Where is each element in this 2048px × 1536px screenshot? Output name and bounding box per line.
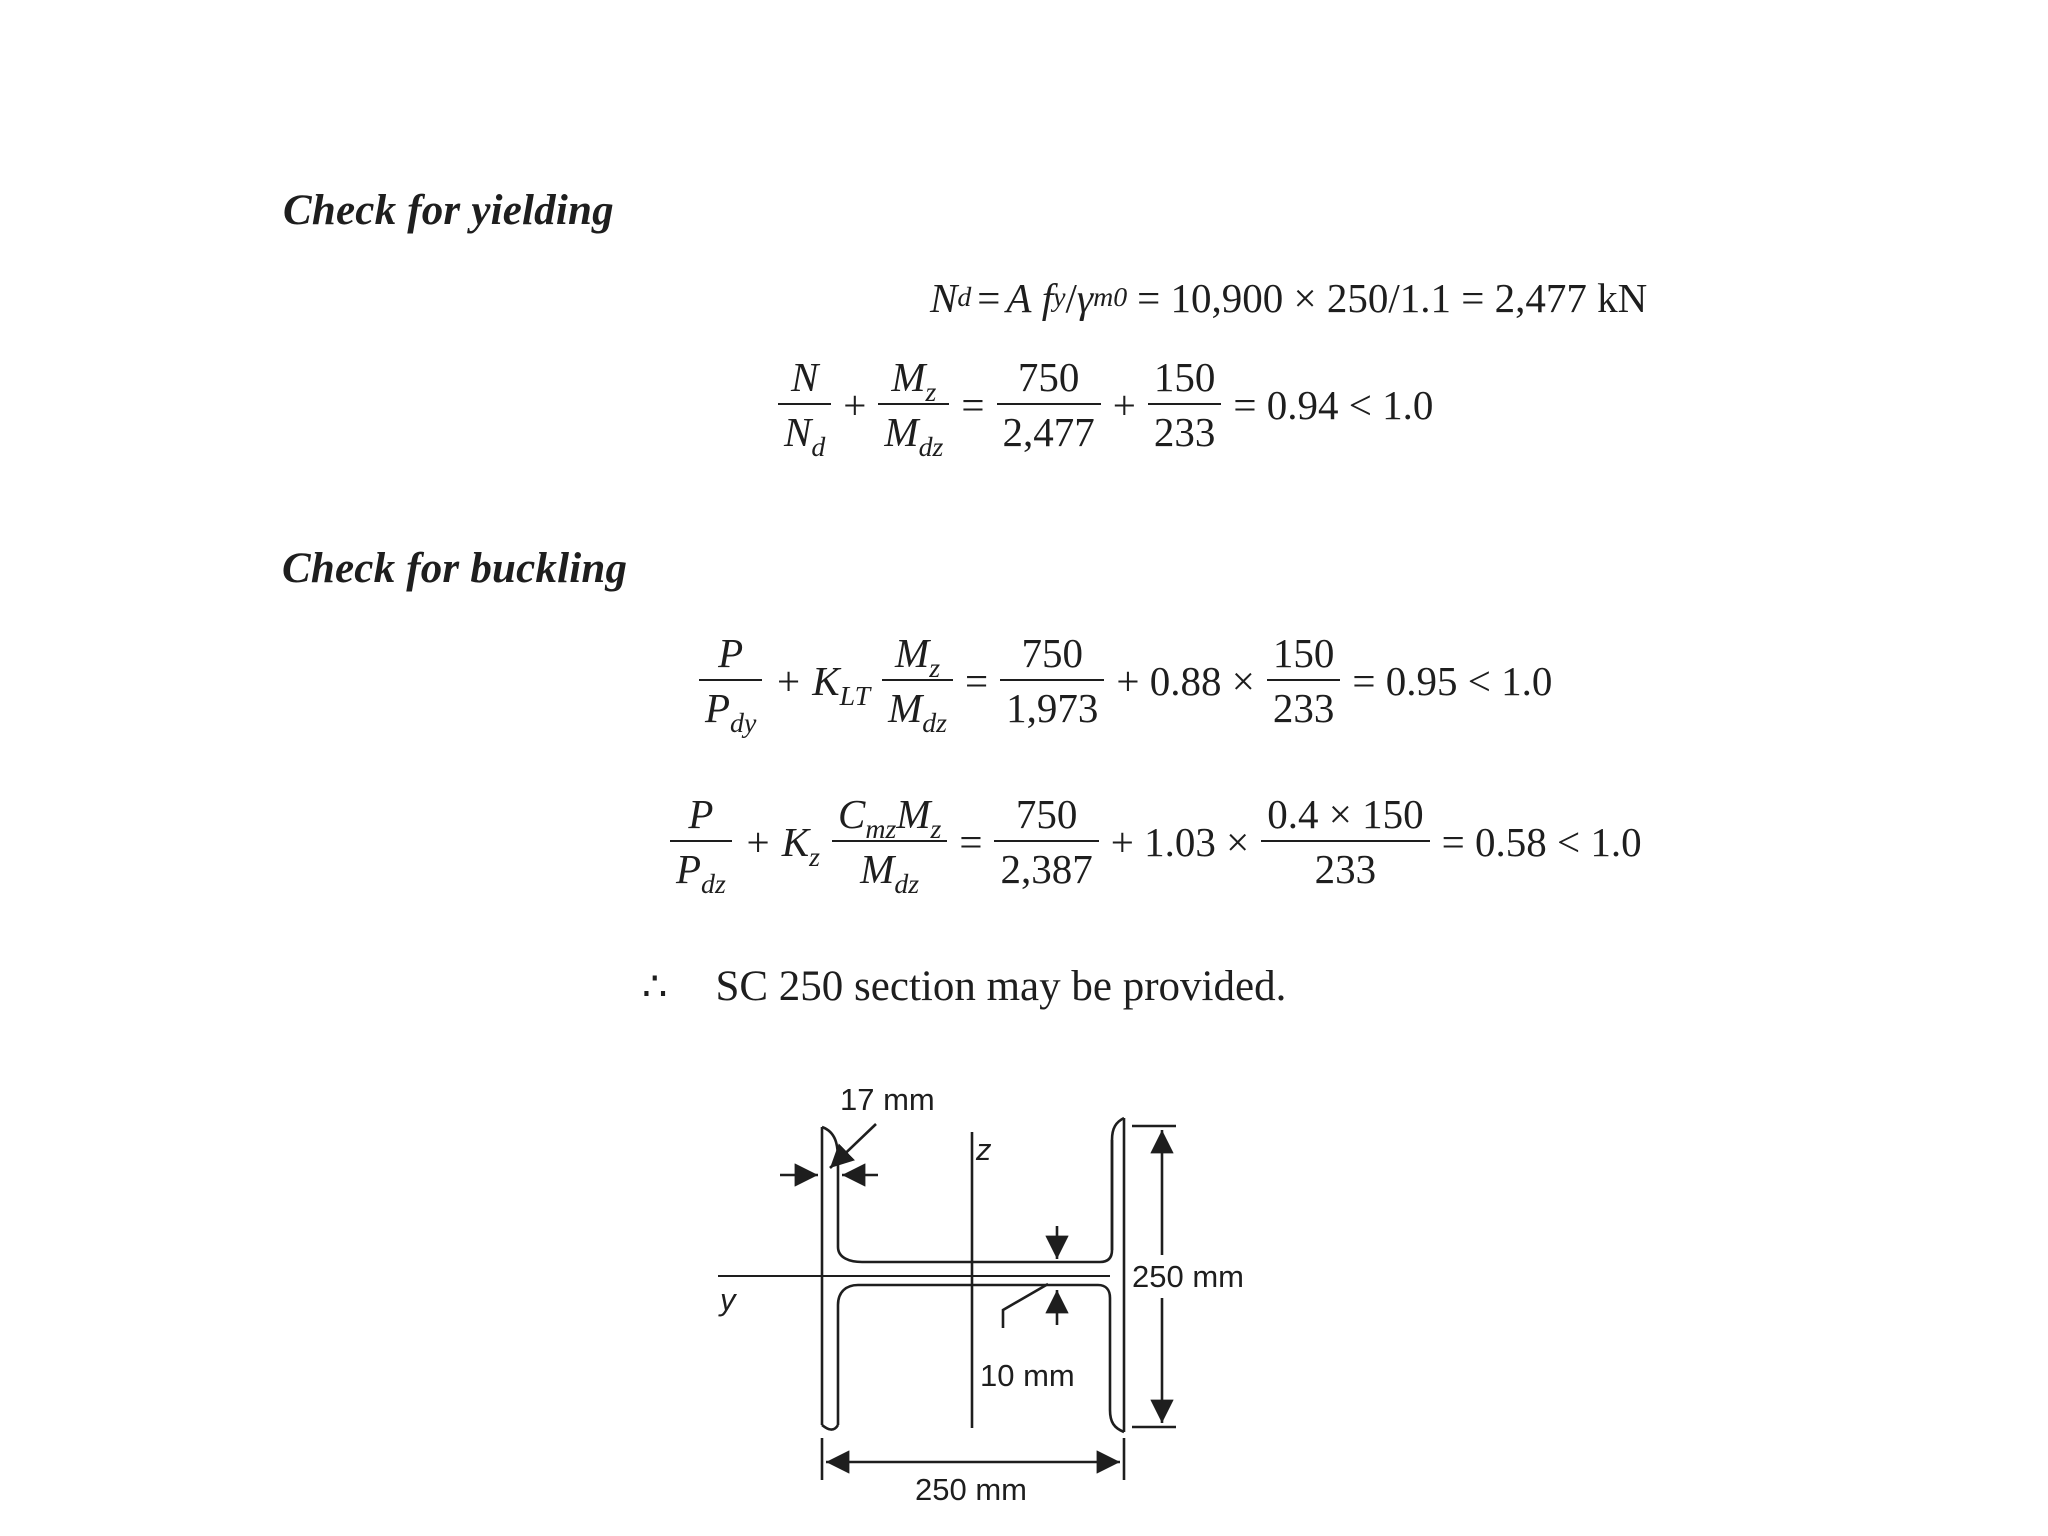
- eq3-fraction-150: $\frac{150}{233}$: [1267, 632, 1341, 730]
- eq4-fraction-750: $\frac{750}{2,387}$: [994, 793, 1098, 891]
- eq4-fraction-04x150: $\frac{0.4 \times 150}{233}$: [1261, 793, 1429, 891]
- y-axis-label: y: [720, 1282, 736, 1317]
- eq2-fraction-m: $\frac{M_z}{M_{dz}}$: [878, 356, 949, 454]
- eq2-fraction-n: $\frac{N}{N_d}$: [778, 356, 831, 454]
- eq3-fraction-m: $\frac{M_z}{M_{dz}}$: [882, 632, 953, 730]
- equation-design-strength: N d = A f y / γ m0 = 10,900 × 250/1.1 = 2,477 kN: [930, 275, 1648, 321]
- therefore-symbol: ∴: [642, 964, 668, 1009]
- eq1-n-symbol: N: [930, 275, 958, 321]
- eq4-k-sub: z: [809, 841, 820, 873]
- eq1-equals: =: [977, 275, 1001, 321]
- eq1-rhs: = 10,900 × 250/1.1 = 2,477 kN: [1137, 275, 1648, 321]
- eq3-equals: =: [965, 658, 989, 705]
- eq2-equals: =: [961, 382, 985, 429]
- eq4-fraction-p: $\frac{P}{P_{dz}}$: [670, 793, 732, 891]
- conclusion-text: SC 250 section may be provided.: [715, 963, 1287, 1010]
- eq3-k-sub: LT: [839, 680, 871, 712]
- eq2-result: = 0.94 < 1.0: [1233, 382, 1434, 429]
- eq1-area: A: [1006, 275, 1032, 321]
- heading-check-buckling: Check for buckling: [282, 545, 628, 592]
- eq4-fraction-cm: $\frac{C_{mz}M_z}{M_{dz}}$: [832, 793, 947, 891]
- depth-label: 250 mm: [1132, 1259, 1244, 1294]
- eq3-fraction-p: $\frac{P}{P_{dy}}$: [699, 632, 762, 730]
- eq1-slash: /: [1065, 275, 1077, 321]
- eq2-plus-2: +: [1112, 382, 1136, 429]
- width-label: 250 mm: [915, 1472, 1027, 1507]
- eq4-multiplier: + 1.03 ×: [1110, 819, 1250, 866]
- eq2-fraction-150: $\frac{150}{233}$: [1148, 356, 1222, 454]
- flange-thickness-label: 17 mm: [840, 1082, 935, 1117]
- eq1-fy: f: [1041, 275, 1054, 321]
- web-thickness-label: 10 mm: [980, 1358, 1075, 1393]
- eq3-multiplier: + 0.88 ×: [1116, 658, 1255, 705]
- z-axis-label: z: [976, 1132, 992, 1167]
- eq2-plus: +: [843, 382, 867, 429]
- eq2-fraction-750: $\frac{750}{2,477}$: [997, 356, 1101, 454]
- eq1-gamma: γ: [1076, 275, 1094, 321]
- eq4-equals: =: [959, 819, 983, 866]
- eq4-result: = 0.58 < 1.0: [1441, 819, 1642, 866]
- eq4-plus-k: + K: [743, 819, 810, 866]
- web-thickness-leader: [1003, 1284, 1048, 1328]
- eq3-result: = 0.95 < 1.0: [1352, 658, 1553, 705]
- eq3-fraction-750: $\frac{750}{1,973}$: [1000, 632, 1104, 730]
- left-flange-base: [822, 1425, 838, 1430]
- eq3-plus-k: + K: [774, 658, 840, 705]
- heading-check-yielding: Check for yielding: [283, 187, 614, 234]
